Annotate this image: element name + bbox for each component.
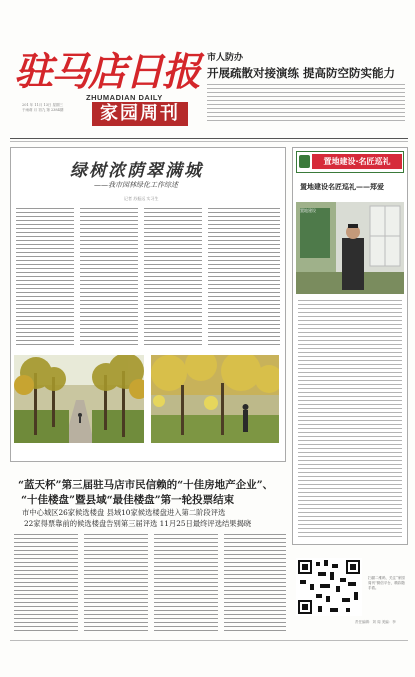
feature-column-4 xyxy=(208,208,280,348)
masthead-rule xyxy=(10,138,408,139)
teaser-body-text xyxy=(207,84,405,124)
newspaper-english-name: ZHUMADIAN DAILY xyxy=(86,93,163,102)
teaser-headline[interactable]: 开展疏散对接演练 提高防空防实能力 xyxy=(207,66,396,80)
feature-byline: 记者 苏振远 实习生 xyxy=(124,196,159,201)
lead-column-1 xyxy=(14,534,78,634)
issue-number: 于雨莉 月 初九 第 2384期 xyxy=(22,108,64,112)
craftsman-portrait-photo xyxy=(296,202,404,294)
lead-subheadline-line-1: 市中心城区26家候选楼盘 县域10家候选楼盘进入第二阶段评选 xyxy=(22,508,226,517)
qr-code[interactable] xyxy=(296,558,362,616)
feature-column-2 xyxy=(80,208,138,348)
park-avenue-photo xyxy=(14,355,144,443)
lead-subheadline-line-2: 22家得票靠前的候选楼盘告别第三届评选 11月25日最终评选结果揭晓 xyxy=(24,519,252,528)
issue-info xyxy=(22,103,86,113)
feature-column-3 xyxy=(144,208,202,348)
sidebar-body-text xyxy=(298,300,402,540)
feature-subheadline: ——我市园林绿化工作综述 xyxy=(94,181,178,189)
lead-headline-line-2[interactable]: “十佳楼盘”暨县域“最佳楼盘”第一轮投票结束 xyxy=(21,494,235,506)
footer-rule xyxy=(10,640,408,641)
sidebar-headline[interactable]: 置地建设名匠巡礼——郑爱 xyxy=(300,182,384,191)
lead-headline-line-1[interactable]: “蓝天杯”第三届驻马店市民信赖的“十佳房地产企业”、 xyxy=(18,479,274,491)
lead-column-2 xyxy=(84,534,148,634)
banner-emblem-icon xyxy=(299,155,310,168)
lead-column-4 xyxy=(224,534,286,634)
issue-date: 201 年 11月 13日 星期三 xyxy=(22,103,64,107)
sidebar-banner-label[interactable]: 置地建设·名匠巡礼 xyxy=(312,154,402,169)
lead-column-3 xyxy=(154,534,218,634)
ginkgo-trees-photo xyxy=(151,355,279,443)
section-title: 家园周刊 xyxy=(92,102,188,126)
teaser-kicker[interactable]: 市人防办 xyxy=(207,53,244,63)
feature-headline[interactable]: 绿树浓荫翠满城 xyxy=(70,161,203,181)
feature-column-1 xyxy=(16,208,74,348)
page-footer: 责任编辑：刘 周 美编：李 xyxy=(355,620,396,624)
qr-caption: 扫描二维码，关注“家园周刊”微信平台，精彩随手看。 xyxy=(368,576,405,590)
masthead-rule-thin xyxy=(10,141,408,142)
sidebar-photo-sign: 置地建设 xyxy=(300,208,316,213)
newspaper-logo: 驻马店日报 xyxy=(14,49,200,95)
